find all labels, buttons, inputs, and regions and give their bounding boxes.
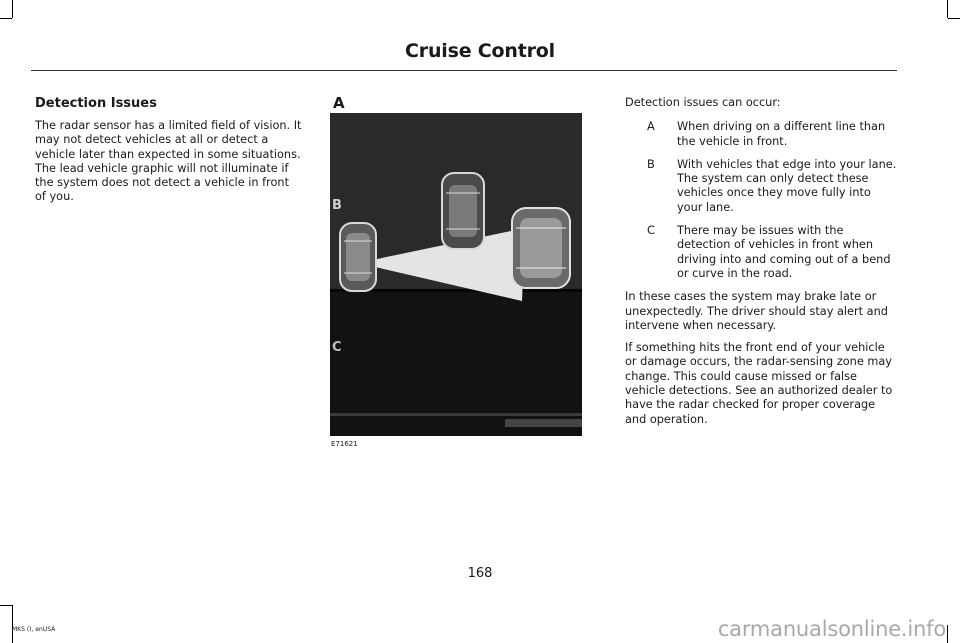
figure-illustration — [330, 113, 582, 436]
list-intro: Detection issues can occur: — [625, 96, 781, 109]
body-paragraph: The radar sensor has a limited field of vision. It may not detect vehicles at all or detect a vehicle later than expected in some situations. The lead vehicle graphic will not illuminate if the system does not detect a vehicle in front of you. — [35, 119, 302, 204]
body-paragraph: In these cases the system may brake late or unexpectedly. The driver should stay alert and intervene when necessary. — [625, 290, 888, 332]
figure-label-a: A — [333, 94, 345, 112]
list-item-key: C — [647, 224, 655, 238]
page-title: Cruise Control — [405, 40, 555, 62]
vehicle-left-icon — [340, 223, 376, 291]
radar-detection-illustration — [330, 113, 582, 436]
list-item — [625, 224, 897, 281]
body-paragraph: If something hits the front end of your vehicle or damage occurs, the radar-sensing zone may change. This could cause missed or false vehicle detections. See an authorized dealer to have the radar checked for proper coverage and operation. — [625, 341, 893, 426]
list-item-text: There may be issues with the detection of vehicles in front when driving into and coming out of a bend or curve in the road. — [677, 224, 891, 280]
document-code: MKS (), enUSA — [12, 626, 56, 633]
crop-mark — [12, 0, 13, 18]
list-item-key: B — [647, 157, 655, 171]
lower-strip — [330, 413, 582, 416]
list-item-text: When driving on a different line than the vehicle in front. — [677, 120, 886, 148]
list-item — [625, 120, 897, 149]
crop-mark — [0, 605, 12, 606]
page-number: 168 — [467, 566, 493, 581]
crop-mark — [948, 18, 960, 19]
crop-mark — [947, 625, 948, 643]
list-item-key: A — [647, 120, 655, 134]
section-heading: Detection Issues — [35, 96, 157, 111]
list-item — [625, 158, 897, 215]
lower-strip-block — [505, 419, 582, 427]
crop-mark — [12, 605, 13, 643]
left-column — [35, 96, 303, 205]
vehicle-right-icon — [512, 208, 570, 288]
list-item-text: With vehicles that edge into your lane. The system can only detect these vehicles once they move fully into your lane. — [677, 157, 897, 214]
figure-label-c: C — [332, 340, 342, 355]
header-divider — [31, 70, 897, 71]
vehicle-middle-icon — [442, 173, 484, 249]
issue-list — [625, 120, 897, 281]
figure-code: E71621 — [331, 440, 358, 448]
right-column — [625, 96, 897, 435]
figure-label-b: B — [332, 198, 342, 213]
crop-mark — [947, 0, 948, 18]
crop-mark — [0, 18, 12, 19]
watermark: carmanualsonline.info — [717, 617, 946, 641]
